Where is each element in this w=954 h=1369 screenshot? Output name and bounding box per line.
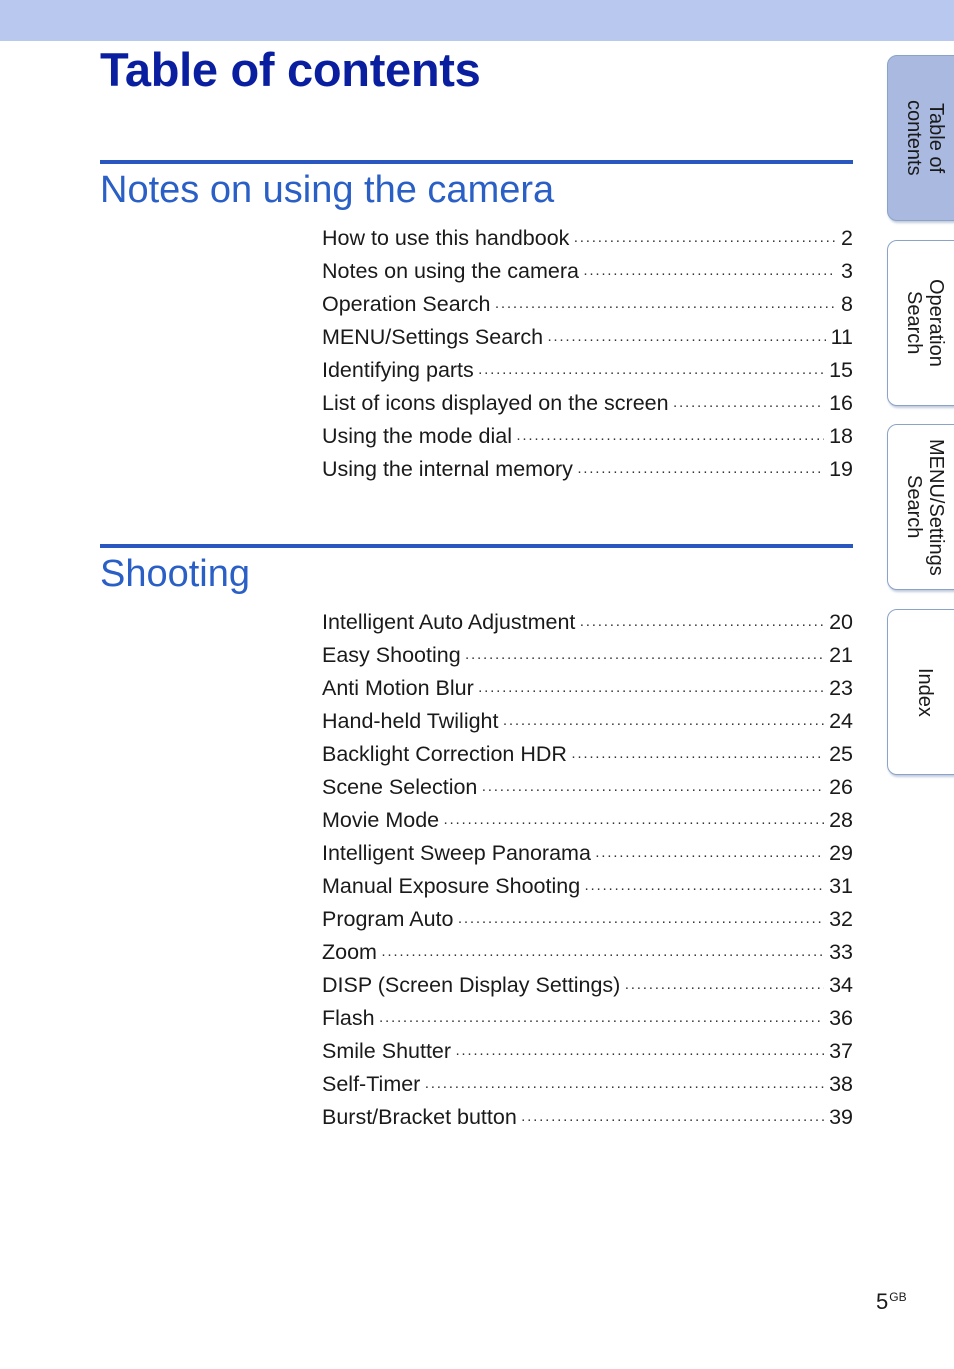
toc-entry[interactable]	[322, 387, 853, 420]
toc-entry-page: 19	[829, 457, 853, 481]
toc-entry-label: Flash	[322, 1006, 375, 1030]
page-number-suffix: GB	[889, 1290, 907, 1304]
toc-entry-page: 26	[829, 775, 853, 799]
toc-entry-page: 25	[829, 742, 853, 766]
toc-entry-page: 8	[841, 292, 853, 316]
toc-entry[interactable]	[322, 672, 853, 705]
page-title: Table of contents	[100, 43, 481, 96]
dot-leader	[381, 938, 824, 971]
dot-leader	[521, 1103, 824, 1136]
toc-entry[interactable]	[322, 321, 853, 354]
section-heading: Shooting	[100, 553, 251, 595]
tab-label: Index	[914, 667, 936, 717]
toc-entry[interactable]	[322, 606, 853, 639]
toc-entry-label: Manual Exposure Shooting	[322, 874, 581, 898]
tab-menu-settings-search[interactable]	[887, 424, 954, 590]
dot-leader	[624, 971, 824, 1004]
toc-entry[interactable]	[322, 1002, 853, 1035]
toc-entry[interactable]	[322, 354, 853, 387]
section-heading: Notes on using the camera	[100, 169, 555, 211]
toc-entry-page: 3	[841, 259, 853, 283]
toc-entry-page: 31	[829, 874, 853, 898]
toc-entry-page: 24	[829, 709, 853, 733]
dot-leader	[481, 773, 824, 806]
dot-leader	[583, 257, 836, 290]
toc-entry-label: Smile Shutter	[322, 1039, 452, 1063]
toc-entry-page: 36	[829, 1006, 853, 1030]
toc-entry[interactable]	[322, 288, 853, 321]
toc-entry[interactable]	[322, 738, 853, 771]
toc-entry[interactable]	[322, 804, 853, 837]
toc-entry-label: Zoom	[322, 940, 377, 964]
toc-entry[interactable]	[322, 420, 853, 453]
dot-leader	[457, 905, 824, 938]
toc-entry-label: Program Auto	[322, 907, 454, 931]
tab-index[interactable]	[887, 609, 954, 775]
toc-entry-label: Burst/Bracket button	[322, 1105, 517, 1129]
toc-entry-page: 2	[841, 226, 853, 250]
toc-entry[interactable]	[322, 222, 853, 255]
toc-entry-label: Self-Timer	[322, 1072, 421, 1096]
toc-entry-page: 29	[829, 841, 853, 865]
toc-entry-label: Easy Shooting	[322, 643, 461, 667]
toc-entry-label: How to use this handbook	[322, 226, 570, 250]
toc-entry-label: List of icons displayed on the screen	[322, 391, 669, 415]
toc-entry-label: Using the internal memory	[322, 457, 573, 481]
toc-entry[interactable]	[322, 705, 853, 738]
toc-entry-label: Hand-held Twilight	[322, 709, 499, 733]
toc-entry-page: 18	[829, 424, 853, 448]
toc-entry-page: 23	[829, 676, 853, 700]
tab-label: Operation Search	[903, 279, 947, 367]
toc-entry-page: 11	[830, 325, 853, 349]
section-notes	[100, 160, 853, 481]
toc-entry[interactable]	[322, 837, 853, 870]
dot-leader	[577, 455, 824, 488]
toc-entry[interactable]	[322, 903, 853, 936]
toc-entry-label: Identifying parts	[322, 358, 474, 382]
toc-entry-label: DISP (Screen Display Settings)	[322, 973, 621, 997]
toc-entry[interactable]	[322, 1101, 853, 1134]
toc-entry-page: 20	[829, 610, 853, 634]
toc-entry-label: Notes on using the camera	[322, 259, 579, 283]
tab-label: Table of contents	[903, 100, 947, 176]
toc-entry-label: Scene Selection	[322, 775, 478, 799]
toc-entry-page: 28	[829, 808, 853, 832]
toc-entry-page: 39	[829, 1105, 853, 1129]
toc-entry-page: 37	[829, 1039, 853, 1063]
toc-entry-page: 32	[829, 907, 853, 931]
tab-table-of-contents[interactable]	[887, 55, 954, 221]
dot-leader	[379, 1004, 825, 1037]
toc-entry[interactable]	[322, 639, 853, 672]
toc-entry-label: MENU/Settings Search	[322, 325, 544, 349]
toc-entry-page: 15	[829, 358, 853, 382]
toc-entry-page: 38	[829, 1072, 853, 1096]
toc-entry-page: 34	[829, 973, 853, 997]
dot-leader	[478, 674, 824, 707]
dot-leader	[516, 422, 824, 455]
tab-label: MENU/Settings Search	[903, 438, 947, 576]
toc-entry[interactable]	[322, 255, 853, 288]
toc-entry-label: Operation Search	[322, 292, 491, 316]
dot-leader	[595, 839, 824, 872]
toc-entry-label: Movie Mode	[322, 808, 440, 832]
toc-entry[interactable]	[322, 1035, 853, 1068]
toc-entry-page: 33	[829, 940, 853, 964]
tab-operation-search[interactable]	[887, 240, 954, 406]
dot-leader	[584, 872, 824, 905]
toc-entry-page: 21	[829, 643, 853, 667]
toc-entry[interactable]	[322, 1068, 853, 1101]
toc-entry-page: 16	[829, 391, 853, 415]
toc-entry-label: Intelligent Auto Adjustment	[322, 610, 576, 634]
toc-entry-label: Backlight Correction HDR	[322, 742, 567, 766]
toc-list	[322, 222, 853, 486]
toc-entry-label: Using the mode dial	[322, 424, 513, 448]
dot-leader	[455, 1037, 824, 1070]
dot-leader	[673, 389, 824, 422]
section-shooting	[100, 544, 853, 1129]
dot-leader	[465, 641, 824, 674]
toc-list	[322, 606, 853, 1134]
toc-entry[interactable]	[322, 936, 853, 969]
dot-leader	[573, 224, 836, 257]
dot-leader	[502, 707, 824, 740]
toc-entry[interactable]	[322, 771, 853, 804]
dot-leader	[495, 290, 837, 323]
toc-entry-label: Intelligent Sweep Panorama	[322, 841, 591, 865]
dot-leader	[443, 806, 824, 839]
dot-leader	[424, 1070, 824, 1103]
toc-entry-label: Anti Motion Blur	[322, 676, 474, 700]
page-number-value: 5	[876, 1289, 889, 1314]
dot-leader	[547, 323, 826, 356]
dot-leader	[579, 608, 824, 641]
page-number	[876, 1289, 907, 1315]
dot-leader	[478, 356, 824, 389]
toc-entry[interactable]	[322, 870, 853, 903]
toc-entry[interactable]	[322, 453, 853, 486]
dot-leader	[571, 740, 824, 773]
top-banner	[0, 0, 954, 41]
toc-entry[interactable]	[322, 969, 853, 1002]
